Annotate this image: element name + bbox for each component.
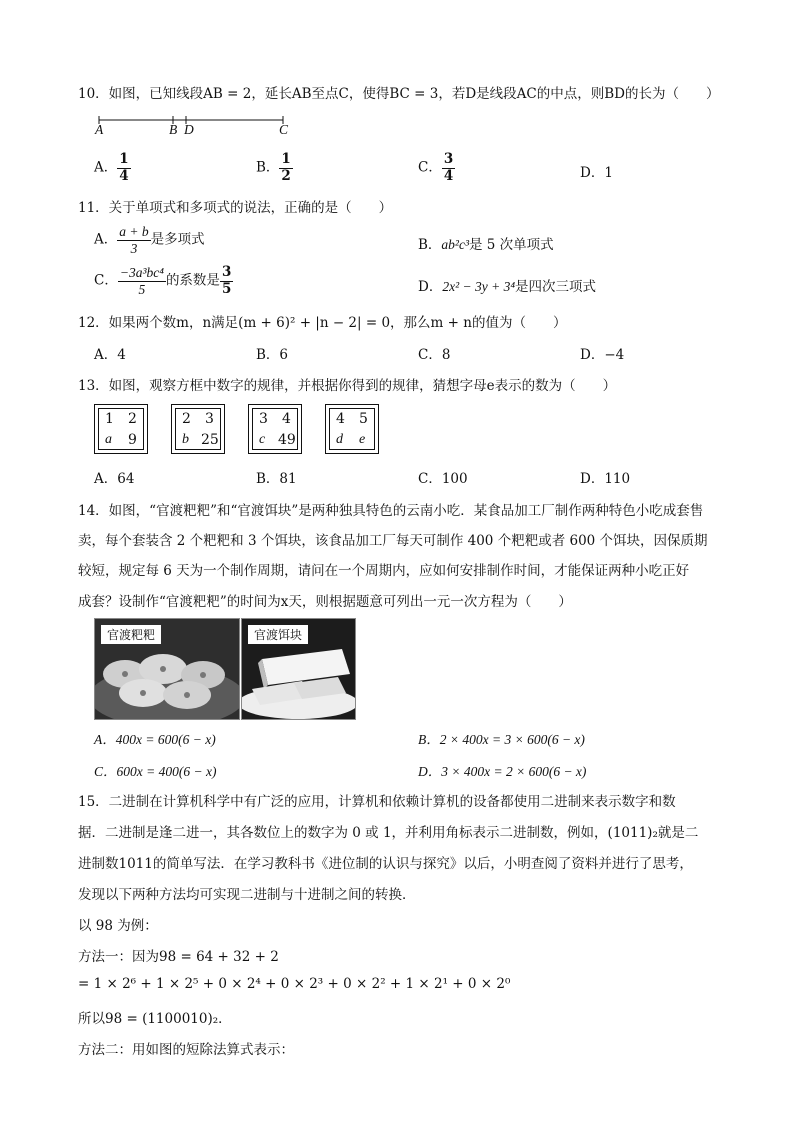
q12-option-d[interactable]: D．−4 (580, 347, 625, 363)
q11-option-b[interactable]: B．ab²c³是 5 次单项式 (418, 237, 554, 253)
q12-stem: 12．如果两个数m，n满足(m + 6)² + |n − 2| = 0，那么m + n的值为（ ） (78, 315, 567, 331)
q14-option-c[interactable]: C．600x = 400(6 − x) (94, 764, 217, 779)
q15-line-3: 进制数1011的简单写法．在学习教科书《进位制的认识与探究》以后，小明查阅了资料并进行了思考， (78, 856, 693, 872)
q14-option-b[interactable]: B．2 × 400x = 3 × 600(6 − x) (418, 732, 585, 747)
q10-segment-figure (92, 112, 297, 138)
q15-expansion: = 1 × 2⁶ + 1 × 2⁵ + 0 × 2⁴ + 0 × 2³ + 0 × 2² + 1 × 2¹ + 0 × 2⁰ (78, 976, 511, 992)
q14-line-2: 卖，每个套装含 2 个粑粑和 3 个饵块，该食品加工厂每天可制作 400 个粑粑或者 600 个饵块，因保质期 (78, 533, 708, 549)
q12-option-a[interactable]: A．4 (94, 347, 126, 363)
q13-option-d[interactable]: D．110 (580, 471, 631, 487)
q10-point-d: D (184, 122, 194, 137)
q14-line-1: 14．如图，“官渡粑粑”和“官渡饵块”是两种独具特色的云南小吃．某食品加工厂制作两种特色小吃成套售 (78, 503, 704, 519)
q13-option-b[interactable]: B．81 (256, 471, 297, 487)
q14-line-3: 较短，规定每 6 天为一个制作周期，请问在一个周期内，应如何安排制作时间，才能保证两种小吃正好 (78, 563, 690, 579)
q10-option-d[interactable]: D．1 (580, 165, 613, 181)
q10-stem: 10．如图，已知线段AB = 2，延长AB至点C，使得BC = 3，若D是线段AC的中点，则BD的长为（ ） (78, 86, 720, 102)
q15-line-4: 发现以下两种方法均可实现二进制与十进制之间的转换． (78, 887, 416, 903)
q13-stem: 13．如图，观察方框中数字的规律，并根据你得到的规律，猜想字母e表示的数为（ ） (78, 378, 617, 394)
q12-option-c[interactable]: C．8 (418, 347, 451, 363)
q13-option-c[interactable]: C．100 (418, 471, 468, 487)
q10-option-b[interactable]: B． $\frac{1}{2}$ (256, 151, 291, 184)
q10-point-c: C (279, 122, 289, 137)
q11-option-d[interactable]: D．2x² − 3y + 3⁴是四次三项式 (418, 279, 597, 295)
q15-result: 所以98 = (1100010)₂． (78, 1011, 232, 1027)
q10-point-a: A (95, 122, 104, 137)
q11-option-a[interactable]: A． $\frac{a + b}{3}$ 是多项式 (94, 224, 205, 256)
q11-stem: 11．关于单项式和多项式的说法，正确的是（ ） (78, 200, 393, 216)
q13-box-3: 3 4 c 49 (248, 404, 302, 454)
q15-method-2: 方法二：用如图的短除法算式表示： (78, 1042, 294, 1058)
q14-option-a[interactable]: A．400x = 600(6 − x) (94, 732, 216, 747)
q10-option-a[interactable]: A． $\frac{1}{4}$ (94, 151, 129, 184)
q13-box-1: 1 2 a 9 (94, 404, 148, 454)
q12-option-b[interactable]: B．6 (256, 347, 289, 363)
q13-option-a[interactable]: A．64 (94, 471, 135, 487)
q15-line-5: 以 98 为例： (78, 918, 158, 934)
q15-method-1: 方法一：因为98 = 64 + 32 + 2 (78, 949, 279, 965)
photo-guandu-erkuai: 官渡饵块 (241, 618, 356, 720)
q10-option-c[interactable]: C． $\frac{3}{4}$ (418, 151, 454, 184)
photo-guandu-baba: 官渡粑粑 (94, 618, 240, 720)
q13-box-4: 4 5 d e (325, 404, 379, 454)
q13-box-2: 2 3 b 25 (171, 404, 225, 454)
q15-line-2: 据．二进制是逢二进一，其各数位上的数字为 0 或 1，并利用角标表示二进制数，例如，(1011)₂就是二 (78, 825, 699, 841)
q15-line-1: 15．二进制在计算机科学中有广泛的应用，计算机和依赖计算机的设备都使用二进制来表示数字和数 (78, 794, 676, 810)
q14-line-4: 成套？设制作“官渡粑粑”的时间为x天，则根据题意可列出一元一次方程为（ ） (78, 594, 572, 610)
q14-option-d[interactable]: D．3 × 400x = 2 × 600(6 − x) (418, 764, 587, 779)
q10-point-b: B (169, 122, 178, 137)
q11-option-c[interactable]: C． $\frac{\text{−3a³bc⁴}}{5}$ 的系数是 $\frac{3}{5}$ (94, 264, 232, 297)
